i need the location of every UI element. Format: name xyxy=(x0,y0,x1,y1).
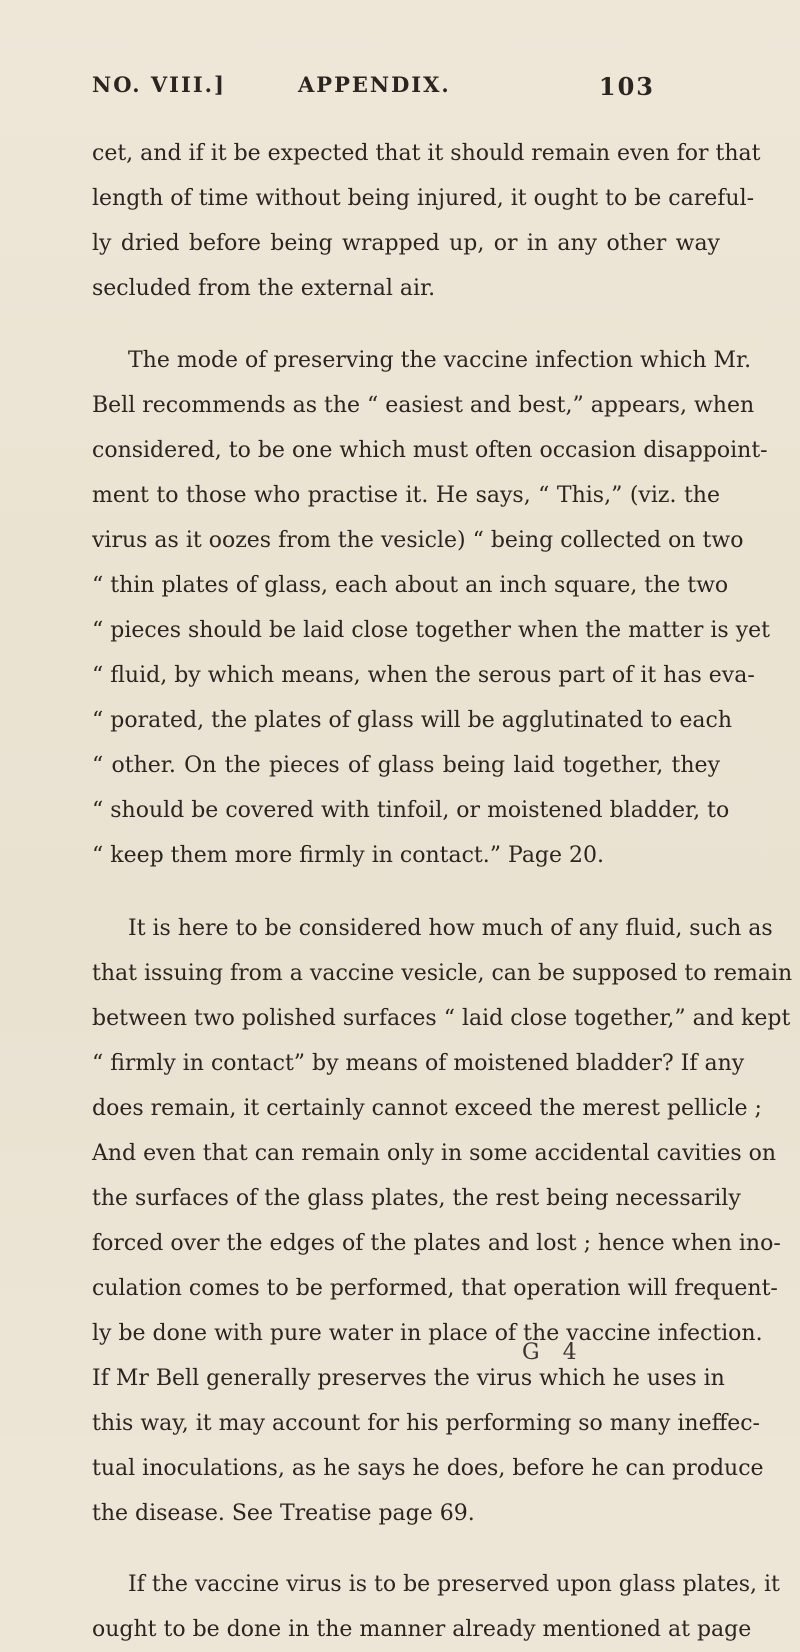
text-line: “ firmly in contact” by means of moistened bladder? If any xyxy=(92,1051,745,1076)
text-line: the disease. See Treatise page 69. xyxy=(92,1501,475,1526)
text-line: “ other. On the pieces of glass being laid together, they xyxy=(92,753,720,778)
text-line: virus as it oozes from the vesicle) “ being collected on two xyxy=(92,528,744,553)
text-line: “ should be covered with tinfoil, or moistened bladder, to xyxy=(92,798,730,823)
text-line: “ keep them more firmly in contact.” Page 20. xyxy=(92,843,605,868)
text-line: “ thin plates of glass, each about an inch square, the two xyxy=(92,573,729,598)
text-line: that issuing from a vaccine vesicle, can be supposed to remain xyxy=(92,961,793,986)
paragraph-2 xyxy=(92,338,770,878)
text-line: between two polished surfaces “ laid close together,” and kept xyxy=(92,1006,791,1031)
text-line: culation comes to be performed, that operation will frequent- xyxy=(92,1276,778,1301)
header-section-number: NO. VIII.] xyxy=(92,72,226,97)
text-line: this way, it may account for his performing so many ineffec- xyxy=(92,1411,760,1436)
paragraph-1 xyxy=(92,131,761,311)
text-line: considered, to be one which must often occasion disappoint- xyxy=(92,438,768,463)
text-line: tual inoculations, as he says he does, before he can produce xyxy=(92,1456,764,1481)
paragraph-4 xyxy=(92,1562,780,1652)
printer-signature-mark: G 4 xyxy=(522,1340,585,1365)
text-line: cet, and if it be expected that it should remain even for that xyxy=(92,141,761,166)
text-line: length of time without being injured, it ought to be careful- xyxy=(92,186,755,211)
header-title: APPENDIX. xyxy=(298,72,451,97)
text-line: the surfaces of the glass plates, the rest being necessarily xyxy=(92,1186,741,1211)
text-line: “ pieces should be laid close together when the matter is yet xyxy=(92,618,770,643)
text-line: The mode of preserving the vaccine infection which Mr. xyxy=(128,348,752,373)
text-line: ought to be done in the manner already mentioned at page xyxy=(92,1617,752,1642)
text-line: “ porated, the plates of glass will be agglutinated to each xyxy=(92,708,733,733)
text-line: ment to those who practise it. He says, “ This,” (viz. the xyxy=(92,483,720,508)
page-number: 103 xyxy=(598,72,655,101)
text-line: ly dried before being wrapped up, or in any other way xyxy=(92,231,720,256)
text-line: ly be done with pure water in place of the vaccine infection. xyxy=(92,1321,763,1346)
text-line: And even that can remain only in some accidental cavities on xyxy=(92,1141,777,1166)
text-line: “ fluid, by which means, when the serous part of it has eva- xyxy=(92,663,755,688)
text-line: If Mr Bell generally preserves the virus which he uses in xyxy=(92,1366,725,1391)
text-line: If the vaccine virus is to be preserved upon glass plates, it xyxy=(128,1572,780,1597)
body-text xyxy=(92,131,793,1652)
text-line: forced over the edges of the plates and lost ; hence when ino- xyxy=(92,1231,781,1256)
text-line: It is here to be considered how much of any fluid, such as xyxy=(128,916,773,941)
text-line: Bell recommends as the “ easiest and best,” appears, when xyxy=(92,393,755,418)
text-line: secluded from the external air. xyxy=(92,276,436,301)
paragraph-3 xyxy=(92,906,793,1536)
text-line: does remain, it certainly cannot exceed the merest pellicle ; xyxy=(92,1096,762,1121)
running-header xyxy=(92,72,655,102)
